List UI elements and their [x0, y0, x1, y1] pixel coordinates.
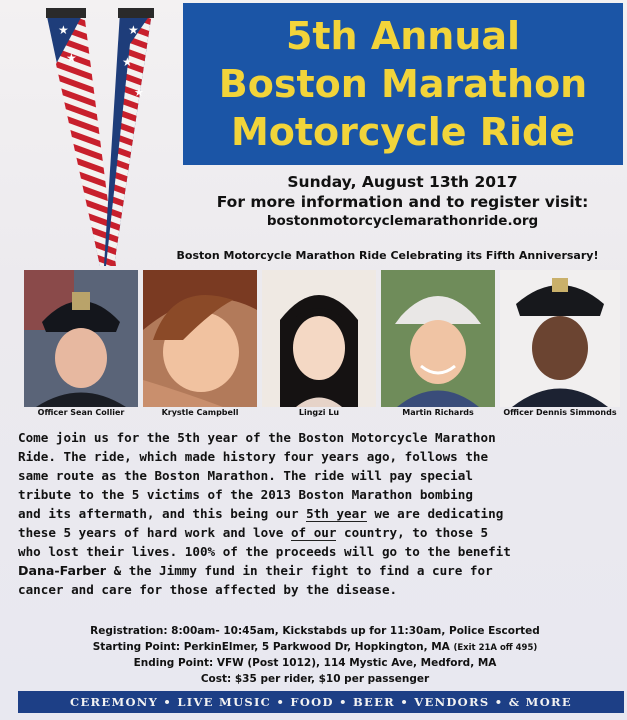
underlined-5th-year: 5th year: [306, 506, 367, 521]
body-fragment: and its aftermath, and this being our: [18, 506, 307, 521]
svg-text:★: ★: [58, 23, 69, 37]
victim-card: [500, 270, 620, 419]
svg-text:★: ★: [128, 23, 139, 37]
title-line-2: Boston Marathon: [218, 62, 588, 106]
victim-card: [24, 270, 138, 419]
body-line: [18, 504, 618, 523]
title-line-1: 5th Annual: [285, 14, 521, 58]
body-line: same route as the Boston Marathon. The ride will pay special: [18, 468, 473, 483]
body-fragment: we are dedicating: [366, 506, 504, 521]
body-line: Come join us for the 5th year of the Boston Motorcycle Marathon: [18, 430, 496, 445]
victim-card: [143, 270, 257, 419]
victim-name: Lingzi Lu: [298, 408, 340, 417]
dana-farber-text: Dana-Farber: [18, 563, 106, 578]
flag-ribbon-image: [40, 4, 160, 270]
more-info-text: For more information and to register visit:: [216, 193, 589, 211]
title-line-3: Motorcycle Ride: [230, 110, 576, 154]
body-line: who lost their lives. 100% of the proceeds will go to the benefit: [18, 544, 511, 559]
website-url: bostonmotorcyclemarathonride.org: [266, 213, 539, 229]
starting-point-text: Starting Point: PerkinElmer, 5 Parkwood Dr, Hopkington, MA: [92, 640, 450, 653]
event-details: [30, 624, 600, 687]
svg-text:★: ★: [122, 55, 133, 69]
body-fragment: country, to those 5: [336, 525, 489, 540]
body-line: tribute to the 5 victims of the 2013 Boston Marathon bombing: [18, 487, 473, 502]
victim-photos: [24, 270, 624, 420]
event-date: Sunday, August 13th 2017: [287, 173, 518, 191]
registration-text: Registration: 8:00am- 10:45am, Kickstabds up for 11:30am, Police Escorted: [90, 625, 540, 637]
svg-text:★: ★: [66, 51, 77, 65]
starting-exit-text: (Exit 21A off 495): [453, 642, 538, 653]
victim-photo: [500, 270, 620, 407]
body-line: [18, 523, 618, 542]
victim-photo: [381, 270, 495, 407]
victim-name: Officer Sean Collier: [37, 408, 125, 417]
event-info: [180, 172, 625, 230]
victim-photo: [262, 270, 376, 407]
svg-text:★: ★: [134, 86, 144, 99]
body-fragment: these 5 years of hard work and love: [18, 525, 291, 540]
cost-text: Cost: $35 per rider, $10 per passenger: [200, 672, 430, 685]
victim-photo: [143, 270, 257, 407]
victim-name: Officer Dennis Simmonds: [503, 408, 617, 417]
body-line: [18, 561, 618, 580]
body-line: cancer and care for those affected by the disease.: [18, 582, 398, 597]
underlined-of-our: of our: [290, 525, 337, 540]
victim-name: Krystle Campbell: [161, 408, 239, 417]
victim-card: [381, 270, 495, 419]
victim-card: [262, 270, 376, 419]
victim-name: Martin Richards: [402, 408, 474, 417]
body-fragment: & the Jimmy fund in their fight to find a cure for: [105, 563, 493, 578]
body-line: Ride. The ride, which made history four years ago, follows the: [18, 449, 489, 464]
footer-banner: CEREMONY • LIVE MUSIC • FOOD • BEER • VENDORS • & MORE: [18, 691, 624, 713]
ending-point-text: Ending Point: VFW (Post 1012), 114 Mystic Ave, Medford, MA: [133, 657, 497, 669]
title-banner: [183, 3, 623, 165]
victim-photo: [24, 270, 138, 407]
description-text: [18, 428, 618, 599]
starting-point-line: [30, 640, 600, 657]
celebrating-text: Boston Motorcycle Marathon Ride Celebrating its Fifth Anniversary!: [176, 249, 599, 262]
